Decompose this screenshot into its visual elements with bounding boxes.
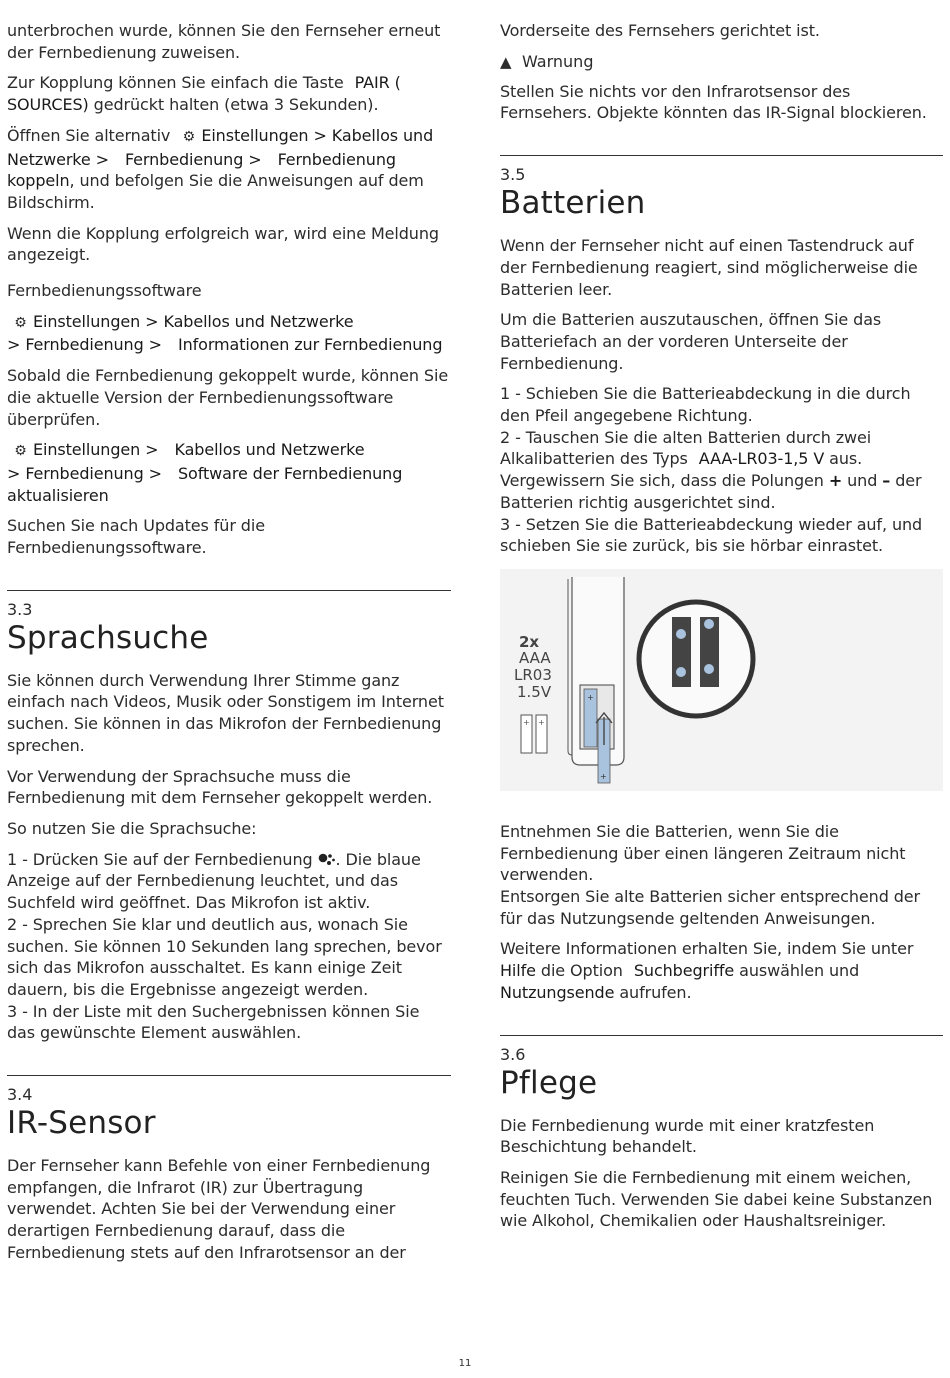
list-item: 2 - Tauschen Sie die alten Batterien durch zwei Alkalibatterien des Typs AAA-LR03-1,5 V aus. Vergewissern Sie sich, dass die Polungen + und – der Batterien richtig ausgerichtet sind. (500, 427, 922, 512)
section-divider (7, 1075, 451, 1076)
menu-path: Einstellungen > (33, 440, 159, 460)
paragraph: unterbrochen wurde, können Sie den Fernseher erneut der Fernbedienung zuweisen. (7, 21, 441, 62)
paragraph: Stellen Sie nichts vor den Infrarotsensor des Fernsehers. Objekte könnten das IR-Signal blockieren. (500, 81, 927, 123)
gear-icon: ⚙ (14, 314, 27, 331)
list-item: 1 - Schieben Sie die Batterieabdeckung in die durch den Pfeil angegebene Richtung. (500, 384, 911, 426)
menu-path: Nutzungsende (500, 982, 615, 1002)
figure-label: 1.5V (517, 682, 552, 701)
paragraph: Öffnen Sie alternativ ⚙ Einstellungen > Kabellos und Netzwerke > Fernbedienung > Fernbedienung koppeln, und befolgen Sie die Anweisungen auf dem Bildschirm. (7, 125, 434, 212)
menu-path: Suchbegriffe (633, 961, 735, 981)
svg-text:+: + (538, 717, 545, 727)
section-divider (500, 1035, 943, 1036)
menu-path: > (7, 335, 21, 355)
section-title: Sprachsuche (7, 619, 209, 656)
list-item: 3 - In der Liste mit den Suchergebnissen können Sie das gewünschte Element auswählen. (7, 1001, 420, 1043)
section-title: Pflege (500, 1064, 598, 1101)
figure-label: LR03 (514, 665, 552, 684)
warning-heading: ▲ Warnung (500, 51, 594, 71)
paragraph: Sie können durch Verwendung Ihrer Stimme ganz einfach nach Videos, Musik oder Sonstigem im Internet suchen. Sie können in das Mikrofon der Fernbedienung sprechen. (7, 670, 444, 755)
section-title: Batterien (500, 185, 646, 222)
menu-path: Hilfe (500, 961, 536, 981)
battery-diagram (500, 569, 943, 791)
menu-path: Software der Fernbedienung aktualisieren (7, 463, 403, 505)
paragraph: Um die Batterien auszutauschen, öffnen Sie das Batteriefach an der vorderen Unterseite der Fernbedienung. (500, 310, 882, 373)
paragraph: Vorderseite des Fernsehers gerichtet ist. (500, 21, 820, 40)
paragraph: Suchen Sie nach Updates für die Fernbedienungssoftware. (7, 516, 265, 558)
menu-path: Kabellos und Netzwerke (174, 440, 365, 460)
subheading: Fernbedienungssoftware (7, 281, 202, 301)
section-divider (500, 155, 943, 156)
list-item: 2 - Sprechen Sie klar und deutlich aus, wonach Sie suchen. Sie können 10 Sekunden lang sprechen, bevor sich das Mikrofon ausschaltet. Es kann einige Zeit dauern, bis die Ergebnisse angezeigt werden. (7, 914, 442, 999)
section-title: IR-Sensor (7, 1105, 156, 1142)
warning-triangle-icon: ▲ (500, 52, 512, 71)
page-number: 11 (458, 1358, 472, 1369)
paragraph: Die Fernbedienung wurde mit einer kratzfesten Beschichtung behandelt. (500, 1115, 875, 1157)
menu-path: > Kabellos und Netzwerke (145, 311, 354, 331)
svg-text:+: + (600, 771, 607, 781)
paragraph: Wenn die Kopplung erfolgreich war, wird eine Meldung angezeigt. (7, 223, 439, 265)
battery-type: AAA-LR03-1,5 V (698, 449, 825, 469)
menu-path: Einstellungen (201, 125, 309, 145)
menu-path: Fernbedienung > (124, 149, 262, 169)
pair-key-label: PAIR ( SOURCES) (7, 73, 401, 115)
google-assistant-icon (318, 852, 336, 866)
paragraph: Reinigen Sie die Fernbedienung mit einem weichen, feuchten Tuch. Verwenden Sie dabei keine Substanzen wie Alkohol, Chemikalien oder Haushaltsreiniger. (500, 1167, 933, 1231)
figure-label: AAA (519, 648, 551, 667)
menu-path: Einstellungen (33, 311, 141, 331)
paragraph: Der Fernseher kann Befehle von einer Fernbedienung empfangen, die Infrarot (IR) zur Übertragung verwendet. Achten Sie bei der Verwendung einer derartigen Fernbedienung darauf, dass die Fernbedienung stets auf den Infrarotsensor an der (7, 1156, 431, 1262)
section-divider (7, 590, 451, 591)
menu-path: > (7, 463, 21, 483)
svg-text:+: + (587, 692, 594, 702)
paragraph: Sobald die Fernbedienung gekoppelt wurde, können Sie die aktuelle Version der Fernbedienungssoftware überprüfen. (7, 366, 449, 429)
menu-path: > Kabellos und Netzwerke > (7, 125, 434, 169)
menu-path: Fernbedienung > (25, 335, 162, 355)
paragraph: Entsorgen Sie alte Batterien sicher entsprechend der für das Nutzungsende geltenden Anweisungen. (500, 887, 921, 928)
menu-path: Informationen zur Fernbedienung (177, 335, 443, 355)
paragraph: Wenn der Fernseher nicht auf einen Tastendruck auf der Fernbedienung reagiert, sind möglicherweise die Batterien leer. (500, 236, 918, 299)
gear-icon: ⚙ (182, 128, 196, 145)
list-item: 1 - Drücken Sie auf der Fernbedienung . Die blaue Anzeige auf der Fernbedienung leuchtet, und das Suchfeld wird geöffnet. Das Mikrofon ist aktiv. (7, 849, 421, 913)
figure-label: 2x (519, 632, 540, 651)
paragraph: Vor Verwendung der Sprachsuche muss die Fernbedienung mit dem Fernseher gekoppelt werden. (7, 766, 433, 808)
paragraph: Entnehmen Sie die Batterien, wenn Sie die Fernbedienung über einen längeren Zeitraum nicht verwenden. (500, 821, 906, 885)
list-item: 3 - Setzen Sie die Batterieabdeckung wieder auf, und schieben Sie sie zurück, bis sie hörbar einrastet. (500, 514, 923, 556)
left-column (7, 20, 451, 1273)
section-number: 3.6 (500, 1044, 526, 1064)
menu-path: Fernbedienung koppeln (7, 149, 396, 191)
section-number: 3.5 (500, 165, 526, 185)
battery-illustration (500, 569, 943, 791)
menu-path: Fernbedienung > (25, 463, 162, 483)
section-number: 3.3 (7, 599, 33, 619)
right-column (500, 20, 943, 1241)
paragraph: Weitere Informationen erhalten Sie, indem Sie unter Hilfe die Option Suchbegriffe auswählen und Nutzungsende aufrufen. (500, 939, 914, 1002)
paragraph: Zur Kopplung können Sie einfach die Taste PAIR ( SOURCES) gedrückt halten (etwa 3 Sekunden). (7, 73, 401, 115)
svg-text:+: + (523, 717, 530, 727)
paragraph: So nutzen Sie die Sprachsuche: (7, 818, 257, 838)
paragraph (7, 439, 451, 506)
section-number: 3.4 (7, 1085, 33, 1105)
paragraph (7, 311, 451, 356)
gear-icon: ⚙ (14, 443, 27, 460)
